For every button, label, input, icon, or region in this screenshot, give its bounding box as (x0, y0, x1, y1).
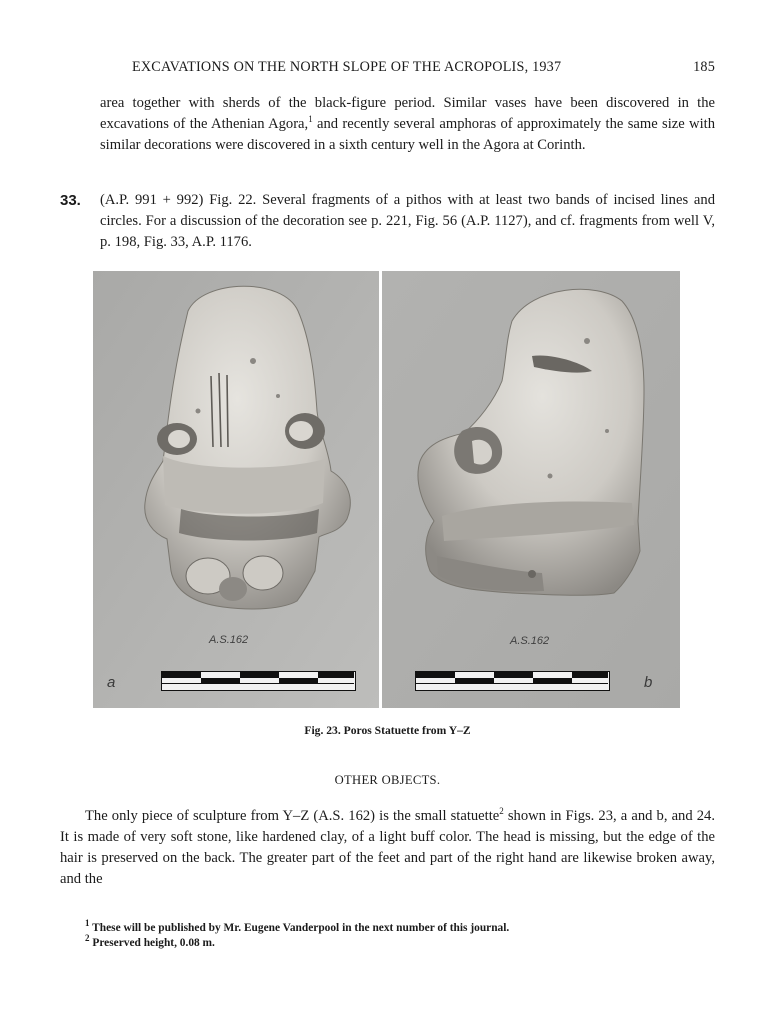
running-title: EXCAVATIONS ON THE NORTH SLOPE OF THE ACROPOLIS, 1937 (132, 59, 562, 75)
paragraph-1 (100, 93, 715, 156)
photo-panel-a (93, 271, 379, 708)
footnote-ref-1[interactable]: 1 (308, 114, 313, 125)
footnote-ref-2[interactable]: 2 (499, 806, 504, 817)
footnote-1 (85, 918, 725, 936)
footnote-1-text: These will be published by Mr. Eugene Vanderpool in the next number of this journal. (92, 922, 510, 934)
footnote-mark-1: 1 (85, 918, 90, 929)
footnote-2 (85, 933, 725, 951)
figure-23 (93, 271, 680, 708)
paragraph-2-text-b: shown in Figs. 23, a and b, and 24. It is made of very soft stone, like hardened clay, of a light buff color. The head is missing, but the edge of the hair is preserved on the back. The greater part of the feet and part of the right hand are likewise broken away, and the (60, 808, 715, 887)
catalogue-entry-number: 33. (60, 192, 81, 209)
footnote-mark-2: 2 (85, 933, 90, 944)
paragraph-1-text-a: area together with sherds of the black-figure period. Similar vases have been discovered in the excavations of the Athenian Agora, (100, 95, 715, 132)
figure-caption: Fig. 23. Poros Statuette from Y–Z (304, 724, 471, 737)
scale-bar-b (415, 671, 610, 691)
footnote-2-text: Preserved height, 0.08 m. (92, 937, 215, 949)
scale-bar-a (161, 671, 356, 691)
catalogue-entry-33: (A.P. 991 + 992) Fig. 22. Several fragments of a pithos with at least two bands of incised lines and circles. For a discussion of the decoration see p. 221, Fig. 56 (A.P. 1127), and cf. fragments from well V, p. 198, Fig. 33, A.P. 1176. (100, 192, 715, 250)
section-heading: OTHER OBJECTS. (334, 773, 441, 787)
panel-letter-b: b (644, 674, 653, 691)
running-header (100, 59, 715, 79)
panel-letter-a: a (107, 674, 116, 691)
photo-panel-b (382, 271, 680, 708)
paragraph-2-text-a: The only piece of sculpture from Y–Z (A.S. 162) is the small statuette (85, 808, 500, 824)
paragraph-1-text-b: and recently several amphoras of approximately the same size with similar decorations were discovered in a sixth century well in the Agora at Corinth. (100, 116, 715, 153)
specimen-label-b: A.S.162 (510, 635, 550, 647)
specimen-label-a: A.S.162 (209, 634, 249, 646)
paragraph-2 (60, 806, 715, 890)
page-number: 185 (693, 59, 715, 75)
footnotes (85, 918, 725, 951)
